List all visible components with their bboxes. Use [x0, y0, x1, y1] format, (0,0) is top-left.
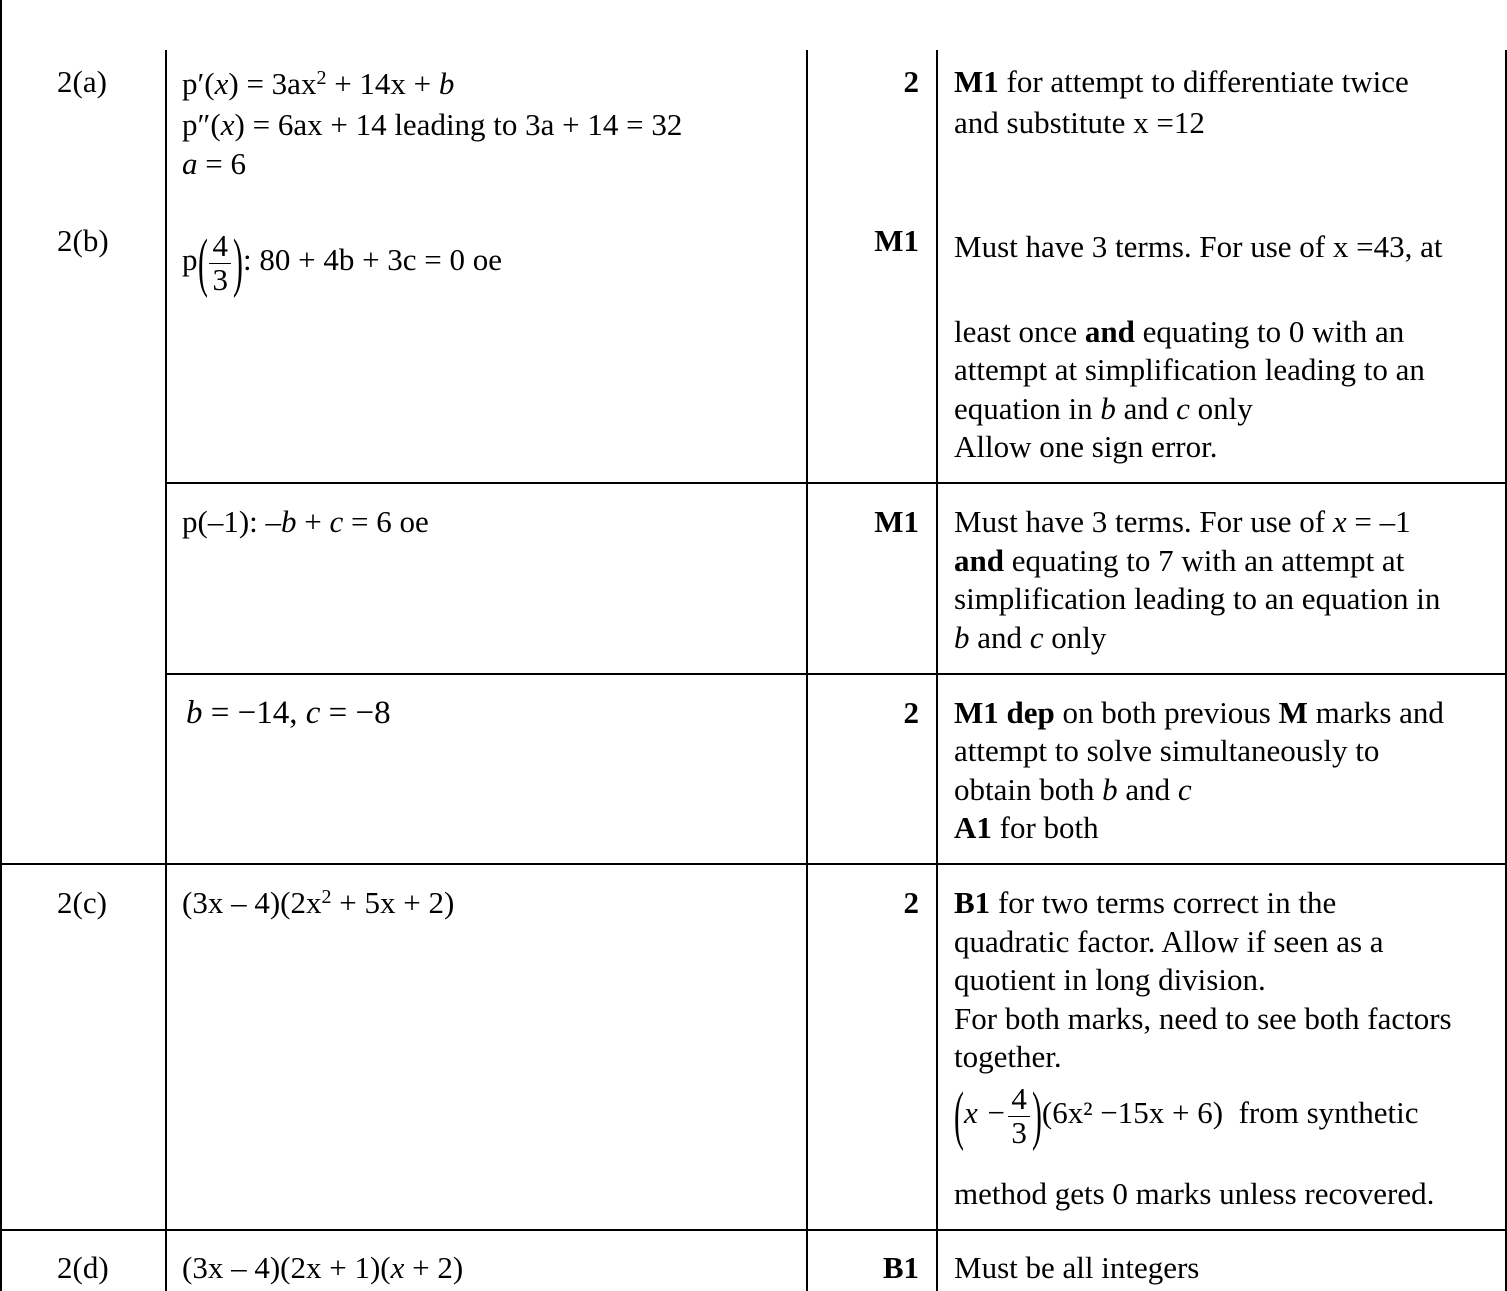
guidance-line: equation in b and c only	[954, 391, 1253, 426]
row-divider-1	[165, 482, 1507, 484]
guidance-line: M1 dep on both previous M marks and	[954, 695, 1444, 730]
guidance-line: quadratic factor. Allow if seen as a	[954, 924, 1384, 959]
guidance-line: and equating to 7 with an attempt at	[954, 543, 1405, 578]
answer-line: $(3x - 4)(2x^2 + 5x + 2)$	[182, 885, 455, 920]
guidance-line: For both marks, need to see both factors	[954, 1001, 1452, 1036]
mark-value: 2	[903, 885, 919, 920]
guidance-line: attempt to solve simultaneously to	[954, 733, 1380, 768]
row-divider-2	[165, 673, 1507, 675]
col-divider-3	[936, 50, 938, 1291]
fraction: $\frac{4}{3}$	[209, 230, 231, 296]
guidance-line: obtain both b and c	[954, 772, 1192, 807]
guidance-line: M1 for attempt to differentiate twice	[954, 64, 1409, 99]
col-divider-1	[165, 50, 167, 1291]
guidance-line: A1 for both	[954, 810, 1099, 845]
guidance-line: together.	[954, 1039, 1062, 1074]
mark-value: 2	[903, 695, 919, 730]
question-label: 2(c)	[57, 885, 107, 920]
guidance-line: Must have 3 terms. For use of x =43, at	[954, 229, 1443, 264]
guidance-line: Must be all integers	[954, 1250, 1200, 1285]
fraction: $\frac{4}{3}$	[1008, 1083, 1030, 1149]
col-divider-2	[806, 50, 808, 1291]
mark-value: 2	[903, 64, 919, 99]
answer-line: (3x – 4)(2x + 1)(x + 2)	[182, 1250, 464, 1285]
guidance-line: Allow one sign error.	[954, 429, 1218, 464]
mark-value: B1	[882, 1250, 919, 1285]
guidance-line: least once and equating to 0 with an	[954, 314, 1405, 349]
guidance-expression: (x − $\frac{4}{3}$ )(6x² −15x + 6) from synthetic	[954, 1079, 1419, 1153]
right-border	[1505, 50, 1507, 1291]
guidance-line: B1 for two terms correct in the	[954, 885, 1337, 920]
answer-line: $p'(x) = 3ax^2 + 14x + b$	[182, 66, 455, 101]
question-label: 2(b)	[57, 223, 109, 258]
guidance-line: and substitute x =12	[954, 105, 1205, 140]
mark-value: M1	[874, 223, 919, 258]
answer-line: b = −14, c = −8	[186, 695, 391, 731]
guidance-line: b and c only	[954, 620, 1107, 655]
answer-line: p(–1): –b + c = 6 oe	[182, 504, 429, 539]
answer-line: a = 6	[182, 146, 246, 181]
guidance-line: Must have 3 terms. For use of x = –1	[954, 504, 1411, 539]
question-label: 2(d)	[57, 1250, 109, 1285]
row-divider-3	[0, 863, 1507, 865]
answer-expression: p( $\frac{4}{3}$ ): 80 + 4b + 3c = 0 oe	[182, 226, 503, 300]
guidance-line: method gets 0 marks unless recovered.	[954, 1176, 1435, 1211]
guidance-line: quotient in long division.	[954, 962, 1266, 997]
mark-value: M1	[874, 504, 919, 539]
answer-line: p″(x) = 6ax + 14 leading to 3a + 14 = 32	[182, 107, 683, 142]
guidance-line: attempt at simplification leading to an	[954, 352, 1425, 387]
row-divider-4	[0, 1229, 1507, 1231]
question-label: 2(a)	[57, 64, 107, 99]
left-border	[0, 0, 2, 1291]
guidance-line: simplification leading to an equation in	[954, 581, 1441, 616]
